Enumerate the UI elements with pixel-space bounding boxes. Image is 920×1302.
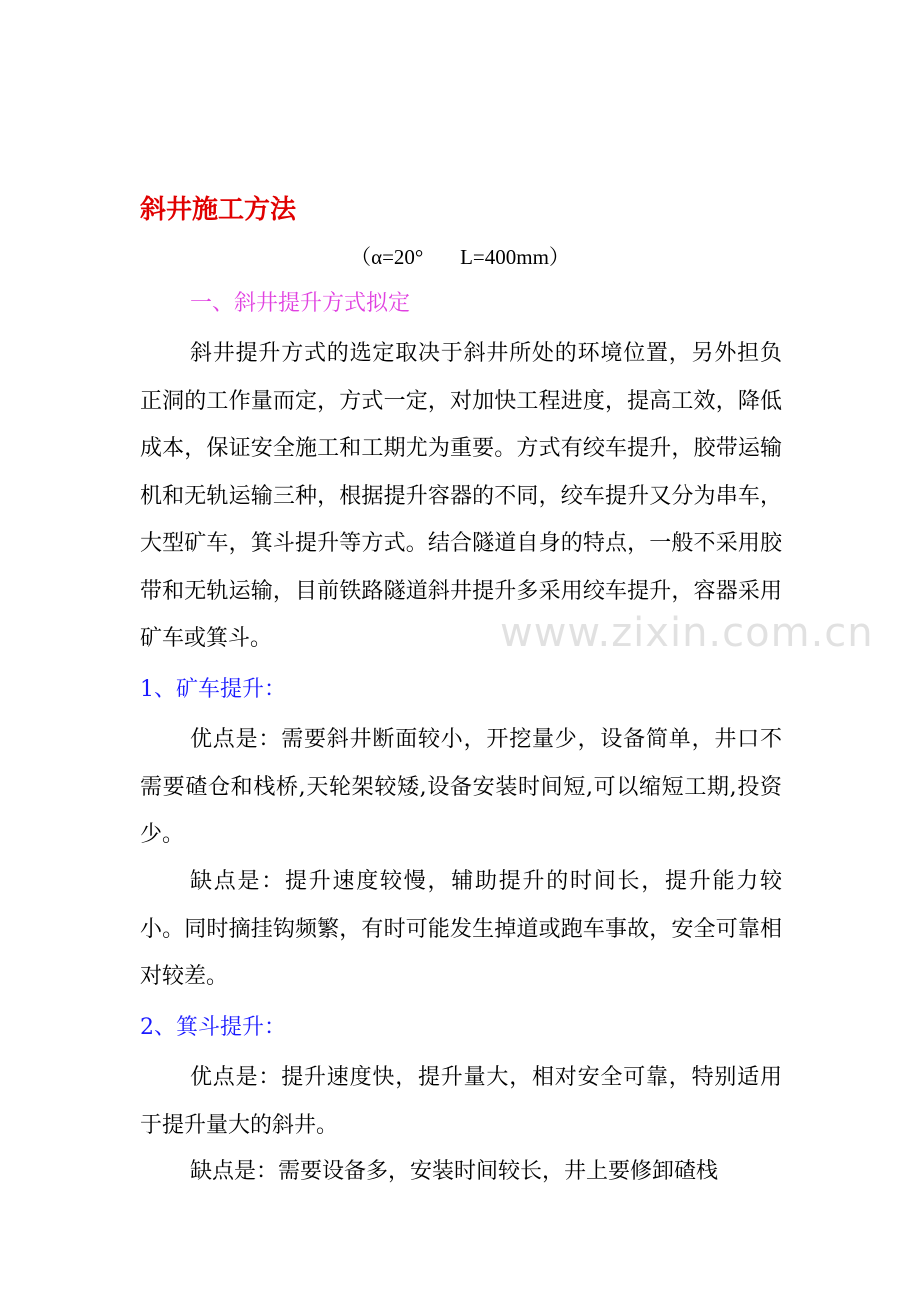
skip-cons: 缺点是：需要设备多，安装时间较长，井上要修卸碴栈 (190, 1159, 719, 1184)
sub-heading-skip: 2、箕斗提升： (140, 1015, 286, 1040)
watermark: www.zixin.com.cn (500, 610, 874, 656)
skip-pros: 优点是：提升速度快，提升量大，相对安全可靠，特别适用于提升量大的斜井。 (140, 1065, 782, 1138)
mine-car-cons: 缺点是：提升速度较慢，辅助提升的时间长，提升能力较小。同时摘挂钩频繁，有时可能发生掉道或跑车事故，安全可靠相对较差。 (140, 869, 782, 989)
sub-heading-mine-car: 1、矿车提升： (140, 677, 286, 702)
mine-car-pros: 优点是：需要斜井断面较小，开挖量少，设备简单，井口不需要碴仓和栈桥,天轮架较矮,设备安装时间短,可以缩短工期,投资少。 (140, 727, 782, 847)
section-heading-1: 一、斜井提升方式拟定 (190, 291, 411, 316)
document-title: 斜井施工方法 (140, 195, 297, 225)
intro-paragraph: 斜井提升方式的选定取决于斜井所处的环境位置，另外担负正洞的工作量而定，方式一定，对加快工程进度，提高工效，降低成本，保证安全施工和工期尤为重要。方式有绞车提升，胶带运输机和无轨运输三种，根据提升容器的不同，绞车提升又分为串车，大型矿车，箕斗提升等方式。结合隧道自身的特点，一般不采用胶带和无轨运输，目前铁路隧道斜井提升多采用绞车提升，容器采用矿车或箕斗。 (140, 341, 782, 651)
shaft-parameters: （α=20° L=400mm） (350, 245, 570, 269)
